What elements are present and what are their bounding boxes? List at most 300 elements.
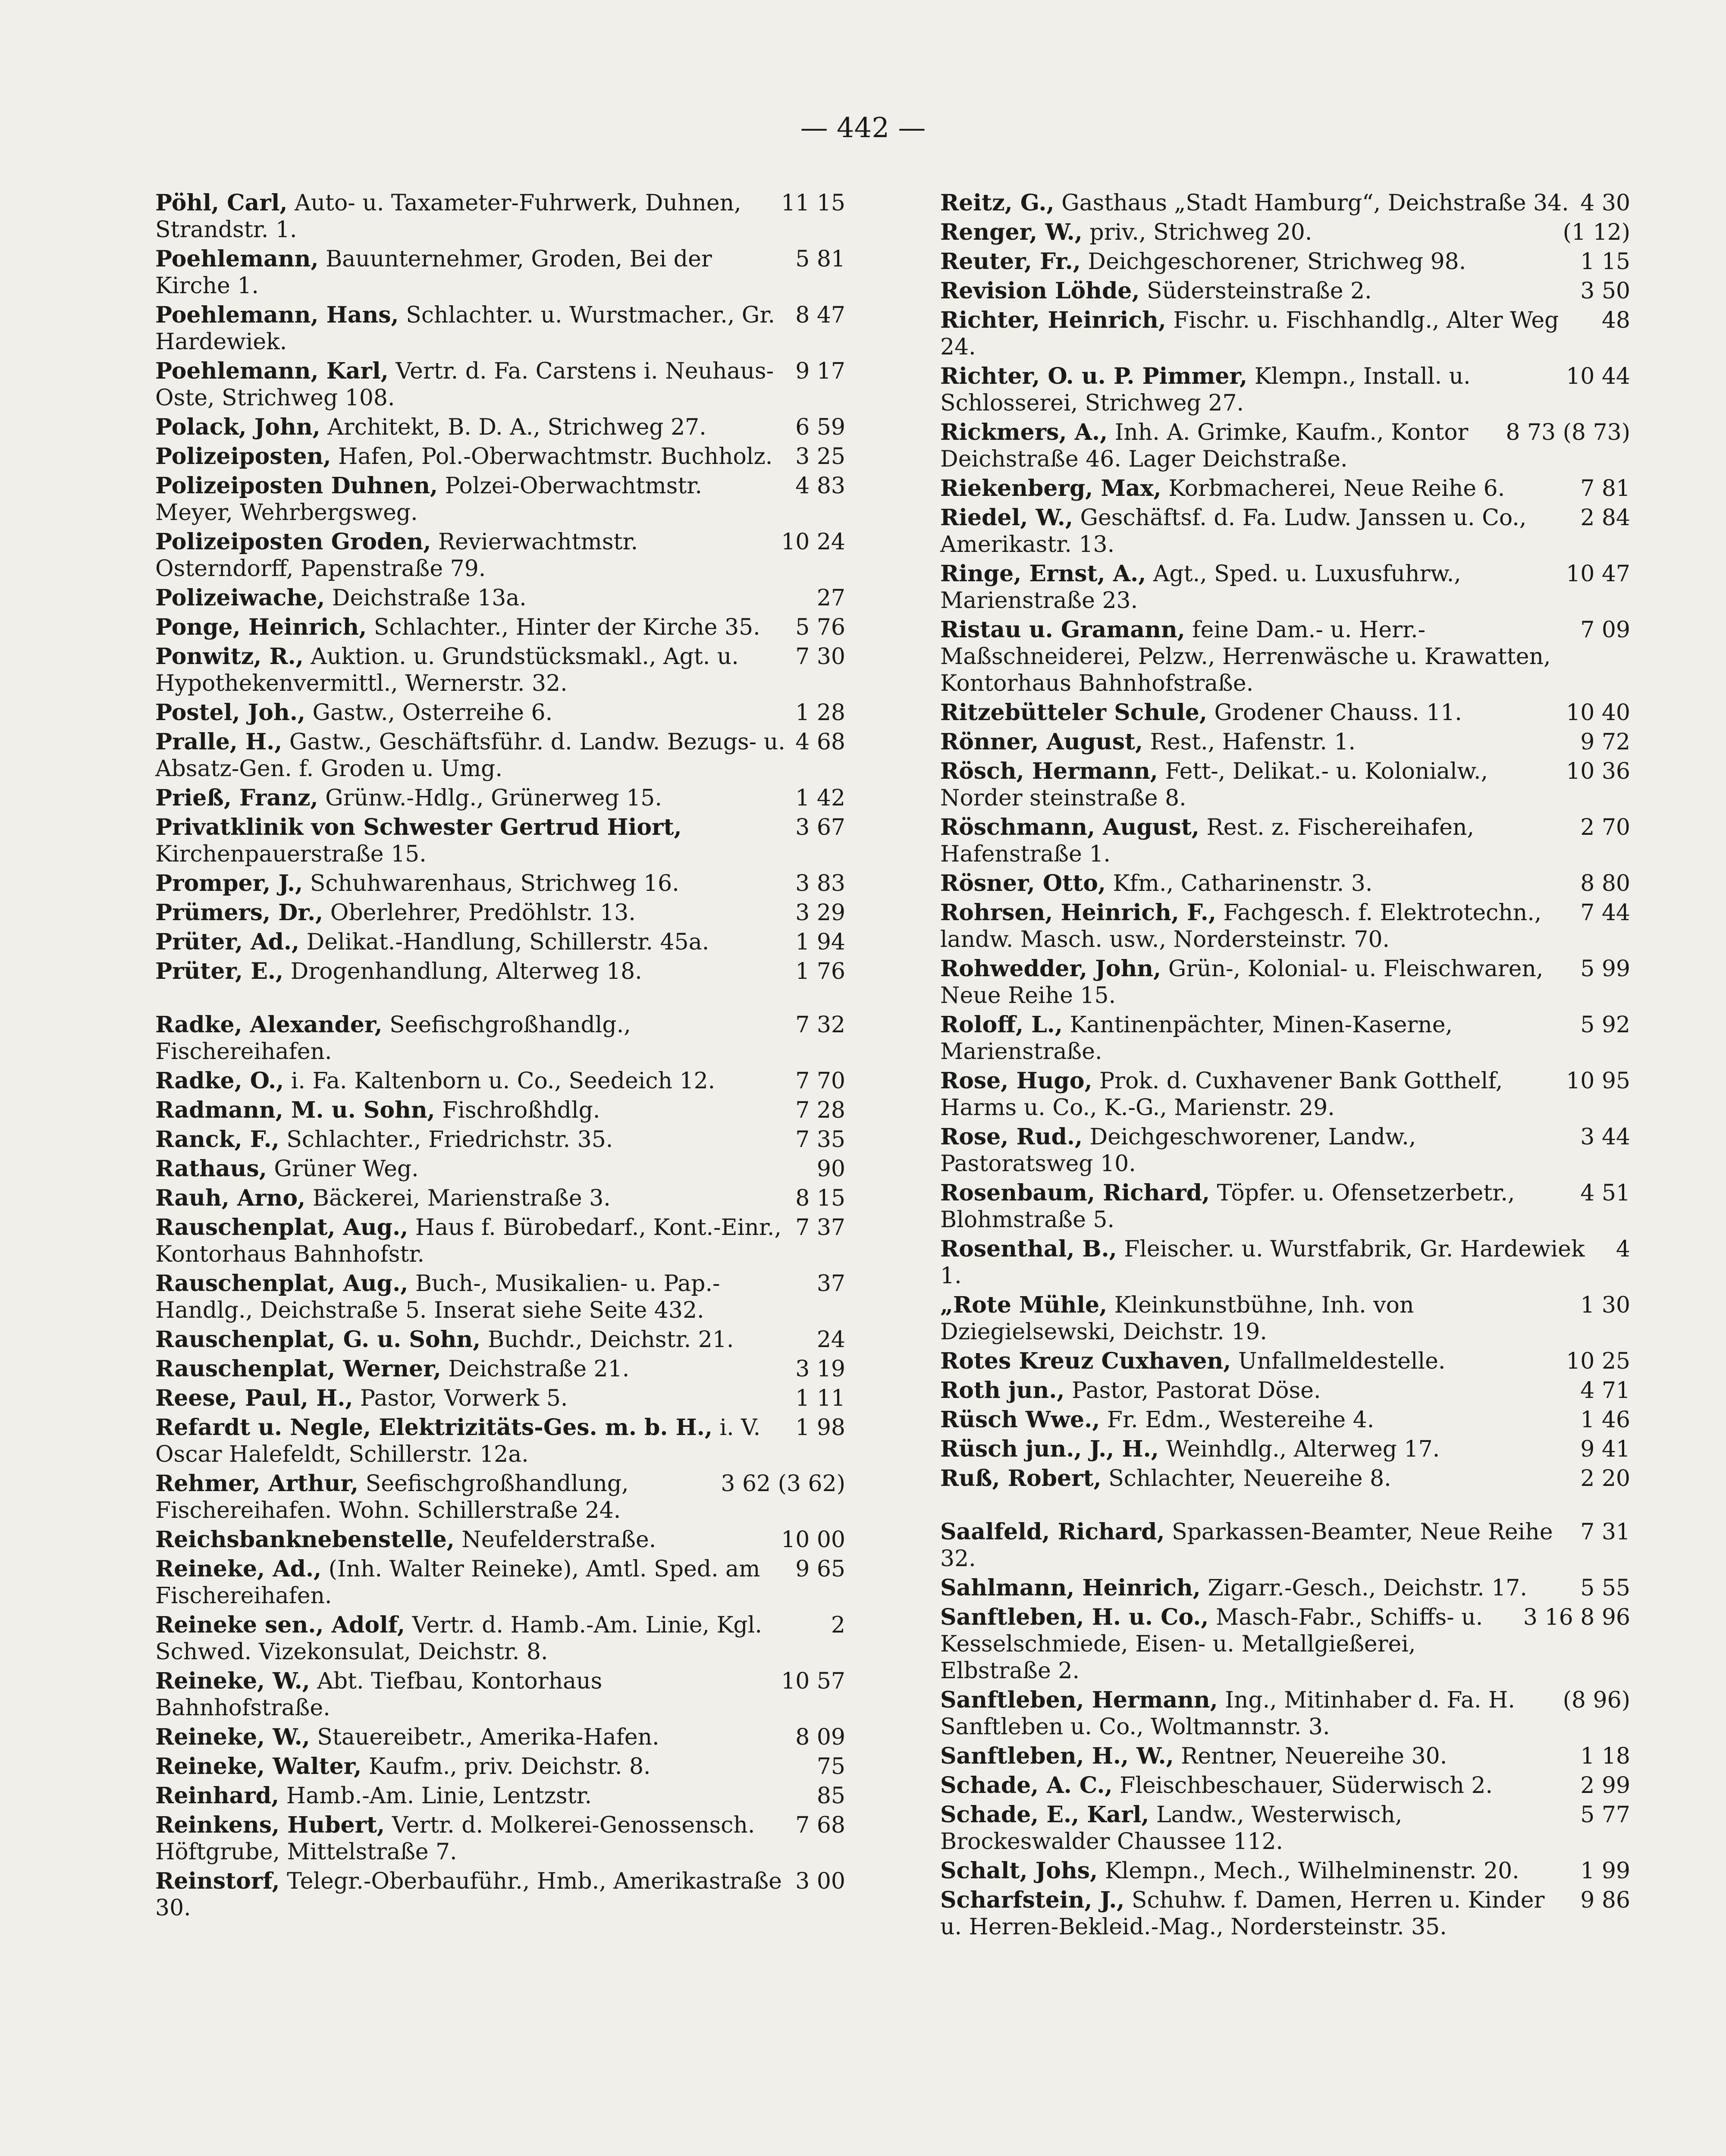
entry-text <box>155 473 787 526</box>
phone-number: 3 44 <box>1580 1124 1630 1150</box>
phone-number: 27 <box>816 585 845 611</box>
entry-text <box>155 1068 787 1094</box>
entry-name: Roloff, L., <box>940 1012 1063 1038</box>
entry-text <box>940 1377 1572 1404</box>
directory-entry <box>940 814 1630 868</box>
entry-detail: Auktion. u. Grundstücksmakl., Agt. u. Hypothekenvermittl., Wernerstr. 32. <box>155 644 739 696</box>
entry-text <box>155 1668 772 1721</box>
entry-detail: Seefischgroßhandlung, Fischereihafen. Wohn. Schillerstraße 24. <box>155 1471 629 1523</box>
entry-detail: Agt., Sped. u. Luxusfuhrw., Marienstraße 23. <box>940 561 1461 614</box>
entry-detail: Deichgeschorener, Strichweg 98. <box>1080 249 1466 275</box>
directory-entry <box>155 358 845 411</box>
directory-entry <box>155 443 845 470</box>
entry-detail: Schlachter. u. Wurstmacher., Gr. Hardewiek. <box>155 302 775 355</box>
entry-detail: Unfallmeldestelle. <box>1231 1348 1446 1374</box>
entry-text <box>940 505 1572 558</box>
entry-text <box>155 814 787 868</box>
entry-name: Scharfstein, J., <box>940 1887 1125 1913</box>
entry-detail: Geschäftsf. d. Fa. Ludw. Janssen u. Co., Amerikastr. 13. <box>940 505 1527 558</box>
entry-text <box>940 1124 1572 1177</box>
directory-entry <box>940 1802 1630 1855</box>
entry-text <box>155 1097 787 1124</box>
entry-name: Reineke, W., <box>155 1668 310 1694</box>
phone-number: 9 41 <box>1580 1436 1630 1462</box>
entry-text <box>155 1414 787 1468</box>
directory-entry <box>155 814 845 868</box>
entry-detail: Landw., Westerwisch, Brockeswalder Chaussee 112. <box>940 1802 1403 1855</box>
entry-detail: Polzei-Oberwachtmstr. Meyer, Wehrbergsweg. <box>155 473 702 526</box>
directory-entry <box>155 870 845 897</box>
entry-detail: Südersteinstraße 2. <box>1139 278 1372 304</box>
entry-text <box>155 246 787 299</box>
phone-number: 10 95 <box>1566 1068 1630 1094</box>
directory-entry <box>940 419 1630 473</box>
phone-number: (1 12) <box>1563 219 1630 245</box>
entry-detail: Auto- u. Taxameter-Fuhrwerk, Duhnen, Strandstr. 1. <box>155 190 741 243</box>
entry-detail: Gastw., Osterreihe 6. <box>305 700 553 726</box>
directory-entry <box>940 617 1630 697</box>
entry-text <box>940 1068 1557 1121</box>
entry-name: Rauschenplat, Werner, <box>155 1356 441 1382</box>
phone-number: 3 00 <box>795 1868 845 1894</box>
directory-entry <box>940 1012 1630 1065</box>
directory-entry <box>940 1465 1630 1492</box>
entry-text <box>940 1772 1572 1799</box>
entry-text <box>155 729 787 782</box>
entry-name: Rohwedder, John, <box>940 956 1161 982</box>
entry-detail: Hamb.-Am. Linie, Lentzstr. <box>279 1783 592 1809</box>
phone-number: 10 57 <box>781 1668 845 1694</box>
phone-number: 7 37 <box>795 1215 845 1241</box>
directory-entry <box>940 1407 1630 1433</box>
directory-entry <box>940 1772 1630 1799</box>
entry-detail: Kleinkunstbühne, Inh. von Dziegielsewski, Deichstr. 19. <box>940 1292 1414 1345</box>
entry-text <box>155 1385 787 1412</box>
entry-detail: Hafen, Pol.-Oberwachtmstr. Buchholz. <box>331 444 773 470</box>
entry-name: Reineke sen., Adolf, <box>155 1612 405 1638</box>
entry-name: Ristau u. Gramann, <box>940 617 1185 643</box>
directory-entry <box>155 1126 845 1153</box>
entry-name: Reinhard, <box>155 1783 279 1809</box>
entry-detail: Fleischbeschauer, Süderwisch 2. <box>1112 1773 1493 1799</box>
entry-text <box>940 363 1557 417</box>
entry-name: Reinstorf, <box>155 1868 280 1894</box>
entry-text <box>155 1326 808 1353</box>
directory-entry <box>940 475 1630 502</box>
directory-entry <box>940 729 1630 755</box>
entry-name: Polizeiposten Duhnen, <box>155 473 438 499</box>
entry-detail: Zigarr.-Gesch., Deichstr. 17. <box>1200 1575 1527 1601</box>
entry-detail: Seefischgroßhandlg., Fischereihafen. <box>155 1012 631 1065</box>
entry-name: Rösner, Otto, <box>940 870 1106 896</box>
entry-text <box>940 1436 1572 1463</box>
entry-name: Reese, Paul, H., <box>155 1385 353 1411</box>
entry-name: Sahlmann, Heinrich, <box>940 1575 1201 1601</box>
entry-name: Schalt, Johs, <box>940 1858 1098 1884</box>
entry-name: Richter, Heinrich, <box>940 307 1166 333</box>
directory-entry <box>940 561 1630 614</box>
phone-number: 7 31 <box>1580 1519 1630 1545</box>
phone-number: 24 <box>816 1327 845 1353</box>
entry-text <box>940 729 1572 755</box>
phone-number: 4 51 <box>1580 1180 1630 1206</box>
phone-number: 3 19 <box>795 1356 845 1382</box>
entry-text <box>155 1012 787 1065</box>
entry-detail: Grünw.-Hdlg., Grünerweg 15. <box>318 785 662 811</box>
phone-number: 1 15 <box>1580 249 1630 275</box>
entry-detail: Rentner, Neuereihe 30. <box>1174 1743 1447 1769</box>
directory-entry <box>940 1348 1630 1375</box>
directory-entry <box>940 1180 1630 1233</box>
entry-text <box>940 758 1557 812</box>
entry-name: Rüsch Wwe., <box>940 1407 1100 1433</box>
directory-entry <box>155 1068 845 1094</box>
entry-name: Reineke, Walter, <box>155 1753 362 1780</box>
entry-name: Rauschenplat, Aug., <box>155 1214 408 1241</box>
phone-number: 10 47 <box>1566 561 1630 587</box>
phone-number: 7 44 <box>1580 900 1630 926</box>
entry-name: Pöhl, Carl, <box>155 190 288 216</box>
entry-detail: Töpfer. u. Ofensetzerbetr., Blohmstraße 5. <box>940 1180 1515 1233</box>
entry-detail: Fleischer. u. Wurstfabrik, Gr. Hardewiek 1. <box>940 1236 1585 1289</box>
phone-number: 1 28 <box>795 700 845 726</box>
directory-entry <box>155 1868 845 1921</box>
entry-name: Polizeiposten Groden, <box>155 529 431 555</box>
entry-name: Rotes Kreuz Cuxhaven, <box>940 1348 1231 1374</box>
phone-number: 9 65 <box>795 1556 845 1582</box>
phone-number: 2 70 <box>1580 815 1630 840</box>
entry-name: Riedel, W., <box>940 505 1073 531</box>
phone-number: 1 18 <box>1580 1743 1630 1769</box>
phone-number: (8 96) <box>1563 1687 1630 1713</box>
entry-detail: Schlachter., Friedrichstr. 35. <box>279 1127 613 1153</box>
entry-detail: Rest. z. Fischereihafen, Hafenstraße 1. <box>940 815 1475 867</box>
directory-entry <box>155 1783 845 1809</box>
entry-name: Reinkens, Hubert, <box>155 1812 385 1838</box>
entry-name: Röschmann, August, <box>940 814 1199 840</box>
directory-entry <box>940 1575 1630 1601</box>
phone-number: 1 99 <box>1580 1858 1630 1884</box>
entry-text <box>940 617 1572 697</box>
directory-entry <box>940 899 1630 953</box>
phone-number: 5 92 <box>1580 1012 1630 1038</box>
entry-text <box>155 358 787 411</box>
phone-number: 10 36 <box>1566 758 1630 784</box>
entry-name: Renger, W., <box>940 219 1083 245</box>
entry-text <box>940 699 1557 726</box>
directory-entry <box>155 958 845 985</box>
phone-number: 2 99 <box>1580 1773 1630 1799</box>
entry-name: Rauschenplat, G. u. Sohn, <box>155 1326 481 1353</box>
directory-entry <box>940 956 1630 1009</box>
phone-number: 5 99 <box>1580 956 1630 982</box>
phone-number: 1 94 <box>795 929 845 955</box>
phone-number: 5 77 <box>1580 1802 1630 1828</box>
entry-text <box>155 443 787 470</box>
directory-entry <box>940 219 1630 246</box>
entry-name: Rauschenplat, Aug., <box>155 1270 408 1297</box>
directory-entry <box>155 1612 845 1665</box>
phone-number: 8 15 <box>795 1185 845 1211</box>
entry-detail: Weinhdlg., Alterweg 17. <box>1158 1436 1440 1462</box>
entry-text <box>940 1180 1572 1233</box>
entry-detail: Bäckerei, Marienstraße 3. <box>305 1185 611 1211</box>
directory-entry <box>155 729 845 782</box>
entry-detail: Grüner Weg. <box>267 1156 419 1182</box>
entry-text <box>155 1356 787 1382</box>
entry-detail: Deichstraße 13a. <box>325 585 527 611</box>
entry-text <box>940 956 1572 1009</box>
entry-text <box>155 699 787 726</box>
entry-text <box>155 643 787 697</box>
entry-detail: Abt. Tiefbau, Kontorhaus Bahnhofstraße. <box>155 1668 603 1721</box>
entry-detail: Telegr.-Oberbauführ., Hmb., Amerikastraße 30. <box>155 1868 782 1921</box>
entry-detail: Schuhw. f. Damen, Herren u. Kinder u. Herren-Bekleid.-Mag., Nordersteinstr. 35. <box>940 1887 1545 1940</box>
directory-entry <box>940 1743 1630 1770</box>
phone-number: 90 <box>816 1156 845 1182</box>
entry-text <box>155 1156 808 1182</box>
entry-name: Radmann, M. u. Sohn, <box>155 1097 435 1123</box>
directory-entry <box>155 473 845 526</box>
directory-entry <box>940 1604 1630 1684</box>
phone-number: 1 98 <box>795 1415 845 1441</box>
entry-detail: Vertr. d. Hamb.-Am. Linie, Kgl. Schwed. Vizekonsulat, Deichstr. 8. <box>155 1612 762 1665</box>
phone-number: 7 70 <box>795 1068 845 1094</box>
entry-name: Roth jun., <box>940 1377 1065 1404</box>
phone-number: 5 81 <box>795 246 845 272</box>
phone-number: 3 16 8 96 <box>1523 1604 1630 1630</box>
entry-name: Prüter, E., <box>155 958 284 984</box>
entry-name: Rauh, Arno, <box>155 1185 306 1211</box>
entry-detail: Rest., Hafenstr. 1. <box>1143 729 1356 755</box>
entry-name: Prümers, Dr., <box>155 899 323 926</box>
directory-entry <box>940 1887 1630 1940</box>
entry-detail: Vertr. d. Molkerei-Genossensch. Höftgrube, Mittelstraße 7. <box>155 1812 755 1865</box>
entry-text <box>155 1185 787 1212</box>
entry-detail: Deichgeschworener, Landw., Pastoratsweg 10. <box>940 1124 1416 1177</box>
entry-name: Reineke, W., <box>155 1724 310 1750</box>
entry-name: Schade, A. C., <box>940 1772 1113 1799</box>
directory-entry <box>940 1292 1630 1345</box>
entry-name: Polizeiposten, <box>155 443 331 470</box>
entry-text <box>155 1470 712 1524</box>
entry-text <box>155 1556 787 1609</box>
entry-text <box>940 1687 1554 1740</box>
phone-number: 10 40 <box>1566 700 1630 726</box>
entry-text <box>940 1292 1572 1345</box>
entry-detail: Klempn., Mech., Wilhelminenstr. 20. <box>1098 1858 1519 1884</box>
entry-detail: Fr. Edm., Westereihe 4. <box>1100 1407 1375 1433</box>
phone-number: 7 35 <box>795 1127 845 1153</box>
phone-number: 3 83 <box>795 871 845 896</box>
phone-number: 10 44 <box>1566 364 1630 389</box>
entry-text <box>940 1802 1572 1855</box>
entry-detail: Masch-Fabr., Schiffs- u. Kesselschmiede, Eisen- u. Metallgießerei, Elbstraße 2. <box>940 1604 1483 1684</box>
entry-name: Revision Löhde, <box>940 278 1140 304</box>
entry-detail: Kirchenpauerstraße 15. <box>155 841 427 867</box>
phone-number: 48 <box>1601 307 1630 333</box>
entry-text <box>940 1012 1572 1065</box>
directory-entry <box>155 785 845 812</box>
directory-entry <box>940 1687 1630 1740</box>
phone-number: 9 86 <box>1580 1887 1630 1913</box>
phone-number: 8 47 <box>795 302 845 328</box>
entry-name: Ringe, Ernst, A., <box>940 561 1146 587</box>
directory-entry <box>155 585 845 611</box>
entry-name: Radke, Alexander, <box>155 1012 383 1038</box>
phone-number: 8 80 <box>1580 871 1630 896</box>
entry-text <box>155 1868 787 1921</box>
phone-number: 8 09 <box>795 1724 845 1750</box>
entry-text <box>940 1604 1515 1684</box>
entry-detail: Neufelderstraße. <box>454 1527 656 1553</box>
phone-number: 2 84 <box>1580 505 1630 531</box>
entry-name: Rösch, Hermann, <box>940 758 1158 784</box>
entry-name: Ritzebütteler Schule, <box>940 699 1207 726</box>
directory-entry <box>155 1356 845 1382</box>
entry-name: Rönner, August, <box>940 729 1143 755</box>
entry-text <box>155 1812 787 1865</box>
entry-name: Poehlemann, Karl, <box>155 358 389 384</box>
phone-number: 3 50 <box>1580 278 1630 304</box>
directory-entry <box>155 1214 845 1268</box>
entry-text <box>155 1783 808 1809</box>
entry-text <box>940 899 1572 953</box>
directory-entry <box>940 1858 1630 1884</box>
directory-entry <box>155 1753 845 1780</box>
directory-entry <box>155 246 845 299</box>
entry-name: Rathaus, <box>155 1156 267 1182</box>
entry-text <box>940 278 1572 304</box>
phone-number: 7 32 <box>795 1012 845 1038</box>
entry-detail: feine Dam.- u. Herr.-Maßschneiderei, Pelzw., Herrenwäsche u. Krawatten, Kontorhaus Bahnhofstraße. <box>940 617 1551 696</box>
entry-detail: Fischr. u. Fischhandlg., Alter Weg 24. <box>940 307 1559 360</box>
entry-text <box>155 1126 787 1153</box>
phone-number: 2 20 <box>1580 1466 1630 1492</box>
entry-name: Postel, Joh., <box>155 699 306 726</box>
entry-text <box>155 899 787 926</box>
directory-entry <box>940 190 1630 216</box>
directory-entry <box>940 870 1630 897</box>
phone-number: 9 17 <box>795 358 845 384</box>
entry-detail: Haus f. Bürobedarf., Kont.-Einr., Kontorhaus Bahnhofstr. <box>155 1215 781 1267</box>
directory-entry <box>155 1156 845 1182</box>
entry-text <box>940 1519 1572 1572</box>
directory-entry <box>155 1326 845 1353</box>
entry-detail: Grodener Chauss. 11. <box>1207 700 1462 726</box>
entry-name: „Rote Mühle, <box>940 1292 1108 1318</box>
entry-detail: Pastor, Pastorat Döse. <box>1064 1378 1321 1404</box>
directory-entry <box>155 1556 845 1609</box>
entry-detail: Prok. d. Cuxhavener Bank Gotthelf, Harms u. Co., K.-G., Marienstr. 29. <box>940 1068 1503 1121</box>
entry-name: Rohrsen, Heinrich, F., <box>940 899 1216 926</box>
phone-number: 1 11 <box>795 1385 845 1411</box>
phone-number: 2 <box>831 1612 845 1638</box>
directory-entry <box>940 505 1630 558</box>
entry-detail: Ing., Mitinhaber d. Fa. H. Sanftleben u. Co., Woltmannstr. 3. <box>940 1687 1515 1740</box>
left-column <box>155 190 845 1924</box>
entry-name: Promper, J., <box>155 870 303 896</box>
entry-detail: Schlachter, Neuereihe 8. <box>1101 1466 1391 1492</box>
directory-entry <box>155 302 845 355</box>
directory-entry <box>155 1470 845 1524</box>
entry-name: Rose, Hugo, <box>940 1068 1092 1094</box>
entry-text <box>155 190 772 243</box>
entry-detail: Revierwachtmstr. Osterndorff, Papenstraße 79. <box>155 529 638 582</box>
directory-entry <box>155 1668 845 1721</box>
phone-number: 75 <box>816 1754 845 1780</box>
entry-detail: Drogenhandlung, Alterweg 18. <box>283 959 642 984</box>
entry-name: Rehmer, Arthur, <box>155 1470 359 1497</box>
directory-entry <box>940 307 1630 360</box>
entry-detail: Kaufm., priv. Deichstr. 8. <box>361 1754 651 1780</box>
entry-detail: priv., Strichweg 20. <box>1082 219 1312 245</box>
entry-name: Poehlemann, Hans, <box>155 302 399 328</box>
directory-entry <box>940 1236 1630 1289</box>
directory-entry <box>155 1724 845 1751</box>
entry-detail: Schlachter., Hinter der Kirche 35. <box>367 614 760 640</box>
entry-name: Reitz, G., <box>940 190 1054 216</box>
phone-number: 10 00 <box>781 1527 845 1553</box>
phone-number: 7 30 <box>795 644 845 670</box>
phone-number: 9 72 <box>1580 729 1630 755</box>
entry-name: Rüsch jun., J., H., <box>940 1436 1159 1462</box>
phone-number: 1 76 <box>795 959 845 984</box>
phone-number: 7 09 <box>1580 617 1630 643</box>
directory-entry <box>940 758 1630 812</box>
entry-name: Polizeiwache, <box>155 585 325 611</box>
entry-detail: Schuhwarenhaus, Strichweg 16. <box>303 871 679 896</box>
directory-entry <box>940 1377 1630 1404</box>
entry-name: Richter, O. u. P. Pimmer, <box>940 363 1248 389</box>
phone-number: 5 55 <box>1580 1575 1630 1601</box>
entry-text <box>155 1612 822 1665</box>
phone-number: 7 81 <box>1580 476 1630 501</box>
phone-number: 3 67 <box>795 815 845 840</box>
entry-text <box>940 475 1572 502</box>
entry-text <box>940 307 1593 360</box>
entry-name: Polack, John, <box>155 414 320 440</box>
entry-name: Sanftleben, H. u. Co., <box>940 1604 1209 1630</box>
right-column <box>940 190 1630 1943</box>
directory-entry <box>940 278 1630 304</box>
entry-text <box>940 219 1554 246</box>
entry-detail: Oberlehrer, Predöhlstr. 13. <box>323 900 636 926</box>
entry-text <box>155 1270 808 1324</box>
entry-text <box>155 1526 772 1553</box>
phone-number: 8 73 (8 73) <box>1506 420 1630 445</box>
entry-name: Sanftleben, Hermann, <box>940 1687 1218 1713</box>
phone-number: 4 68 <box>795 729 845 755</box>
entry-text <box>155 785 787 812</box>
entry-text <box>940 1236 1607 1289</box>
entry-detail: Klempn., Install. u. Schlosserei, Strichweg 27. <box>940 364 1471 416</box>
phone-number: 85 <box>816 1783 845 1809</box>
entry-text <box>940 1575 1572 1601</box>
entry-text <box>940 1887 1572 1940</box>
entry-detail: i. Fa. Kaltenborn u. Co., Seedeich 12. <box>284 1068 716 1094</box>
entry-text <box>155 302 787 355</box>
entry-text <box>940 814 1572 868</box>
entry-text <box>940 1407 1572 1433</box>
directory-entry <box>940 1519 1630 1572</box>
directory-entry <box>155 1526 845 1553</box>
entry-name: Rickmers, A., <box>940 419 1108 445</box>
entry-detail: Stauereibetr., Amerika-Hafen. <box>310 1724 659 1750</box>
directory-entry <box>940 363 1630 417</box>
directory-entry <box>155 1385 845 1412</box>
entry-text <box>155 1753 808 1780</box>
